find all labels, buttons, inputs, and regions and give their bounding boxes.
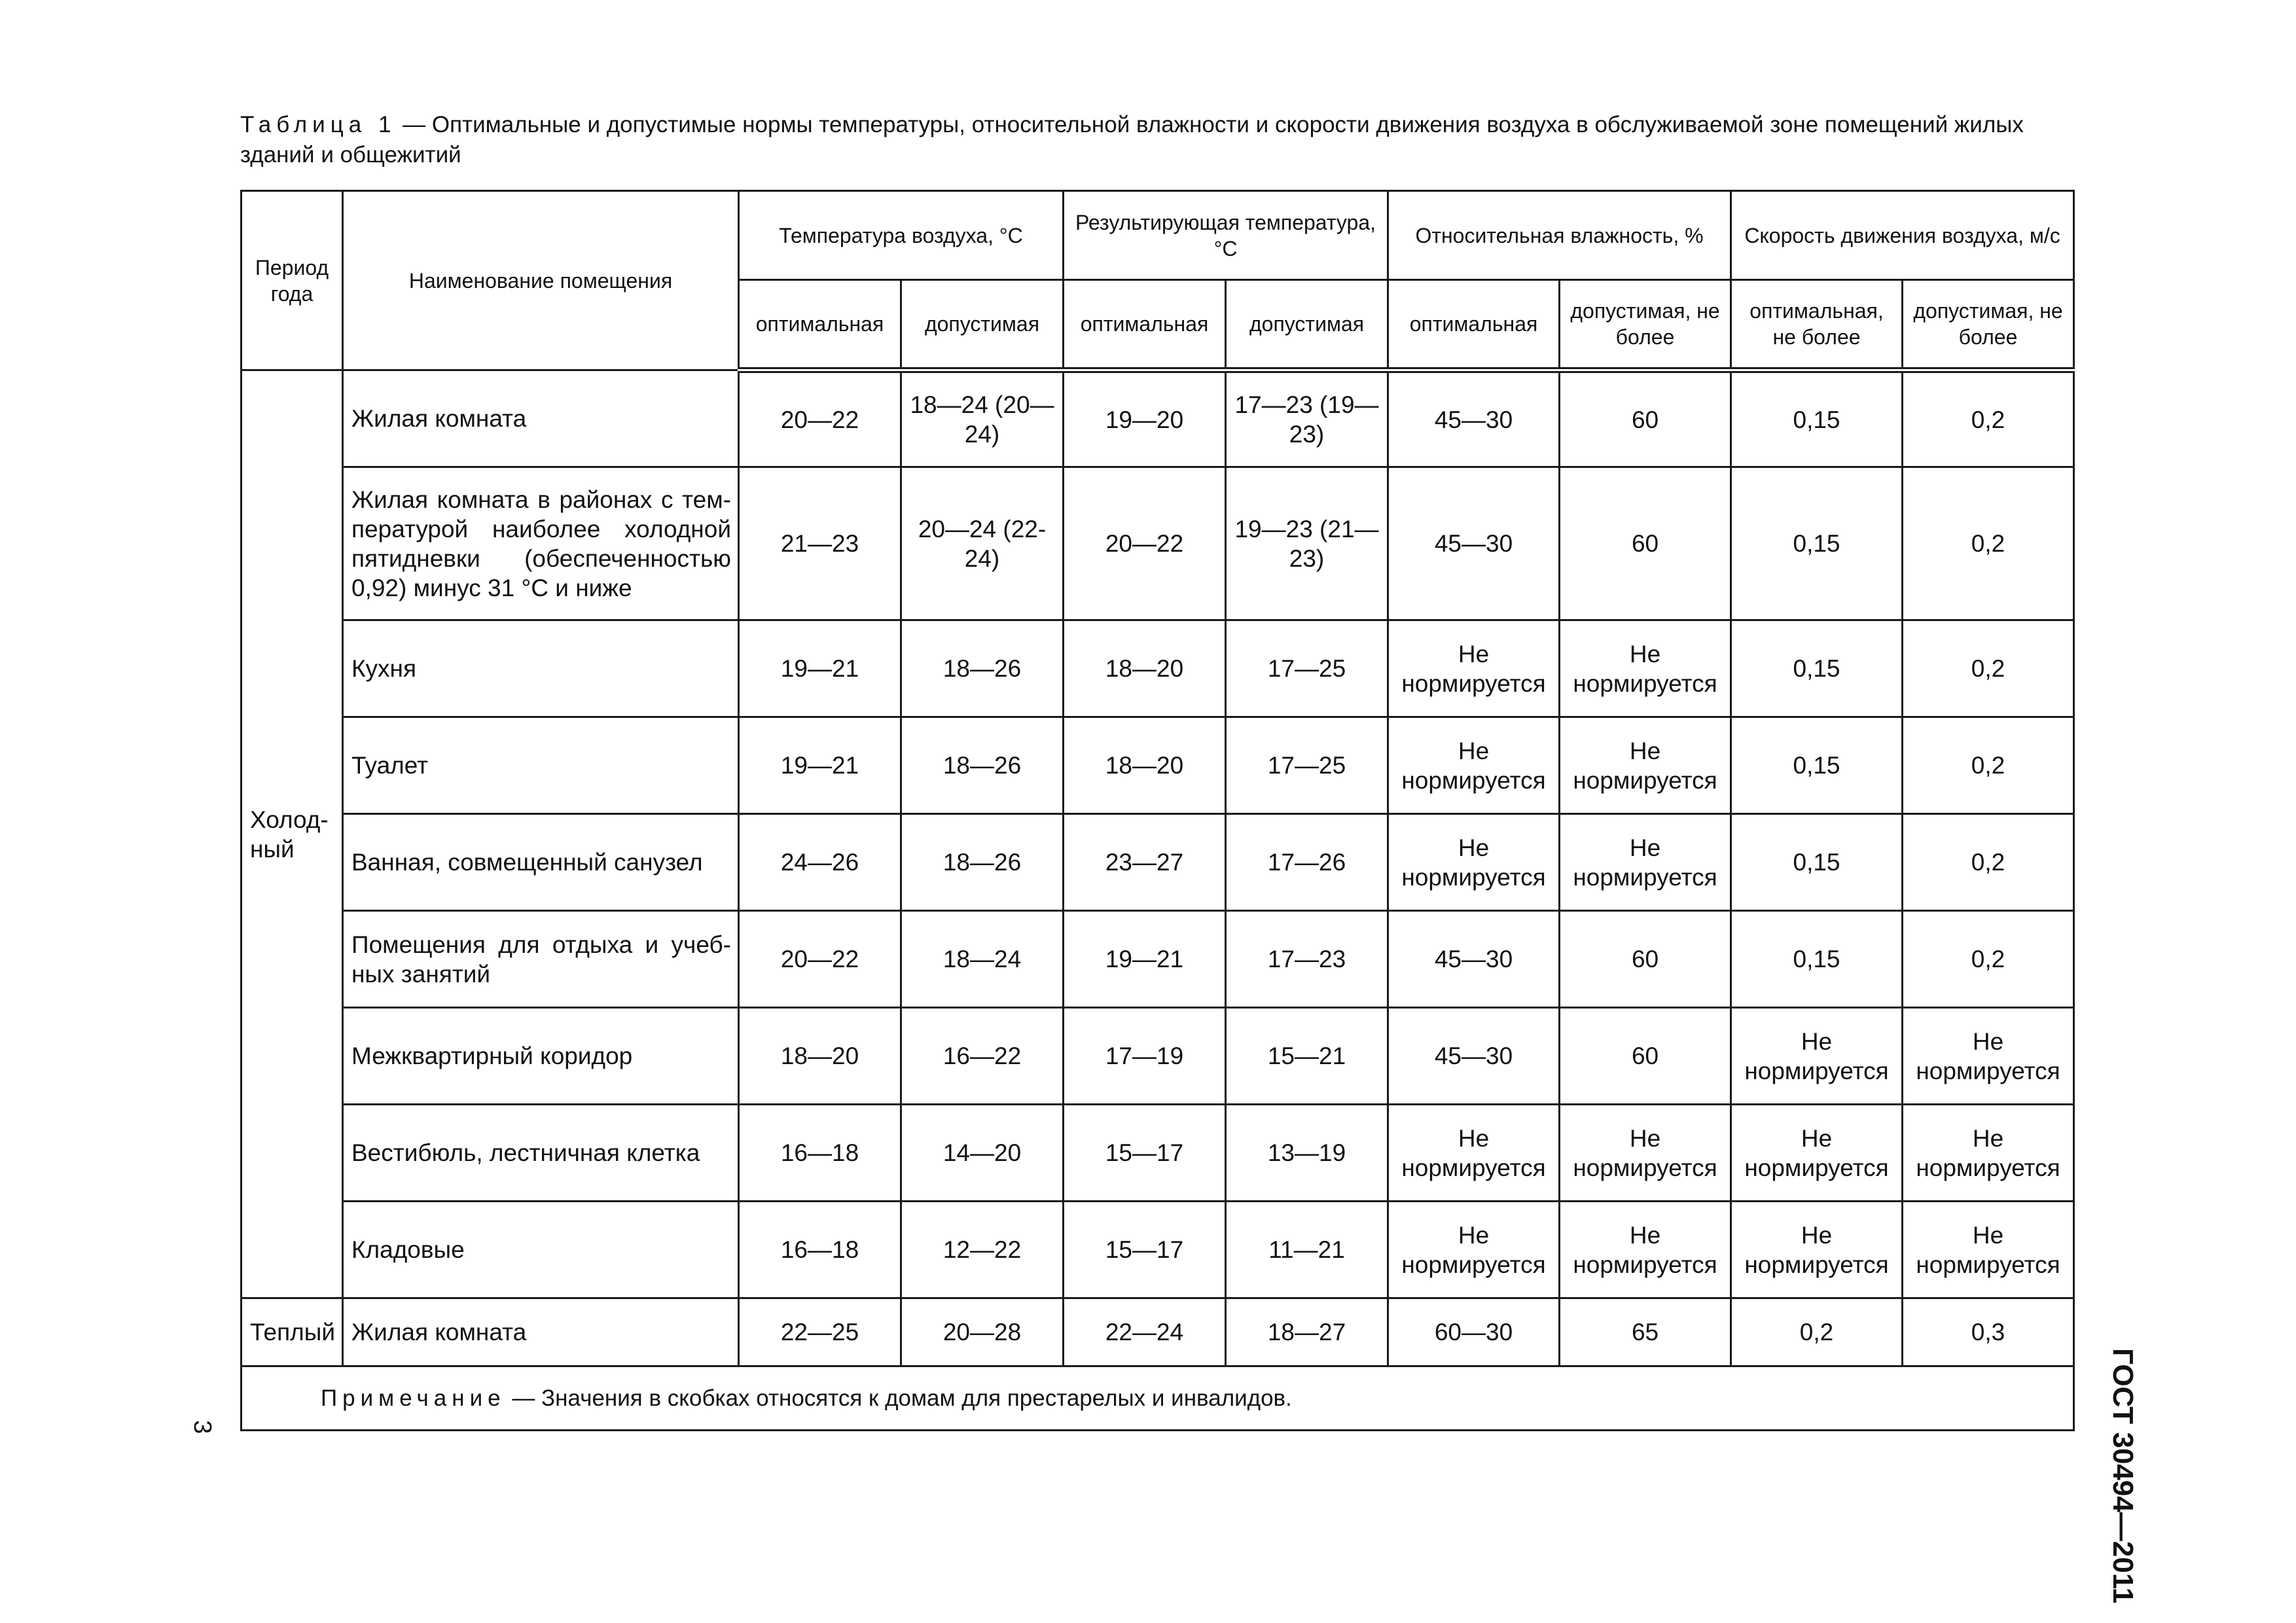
table-row — [242, 467, 2074, 620]
cell-value: 0,15 — [1731, 467, 1903, 620]
table-row — [242, 1202, 2074, 1298]
cell-value: Не нормируется — [1388, 620, 1560, 717]
cell-value: 18—26 — [901, 620, 1064, 717]
table-row — [242, 370, 2074, 467]
cell-value: Не нормируется — [1388, 1202, 1560, 1298]
cell-value: Не нормируется — [1388, 1105, 1560, 1202]
cell-value: 0,15 — [1731, 717, 1903, 814]
cell-value: 22—25 — [739, 1298, 901, 1366]
cell-value: 19—21 — [739, 717, 901, 814]
cell-value: 20—24 (22-24) — [901, 467, 1064, 620]
subheader-temp-allowed: допустимая — [901, 280, 1064, 370]
header-air-temp: Температура воздуха, °С — [739, 191, 1064, 280]
cell-value: 60 — [1560, 370, 1731, 467]
note-label: Примечание — [321, 1385, 506, 1411]
cell-value: 13—19 — [1226, 1105, 1388, 1202]
cell-value: 60 — [1560, 911, 1731, 1008]
cell-value: 0,15 — [1731, 814, 1903, 911]
subheader-humidity-optimal: оптимальная — [1388, 280, 1560, 370]
header-period: Период года — [242, 191, 343, 370]
period-warm: Теплый — [242, 1298, 343, 1366]
room-name: Туалет — [343, 717, 739, 814]
cell-value: 16—22 — [901, 1008, 1064, 1105]
cell-value: Не нормируется — [1903, 1105, 2074, 1202]
cell-value: 45—30 — [1388, 911, 1560, 1008]
room-name: Кухня — [343, 620, 739, 717]
room-name: Жилая комната в районах с тем-пературой наиболее холодной пятидневки (обеспеченностью 0,92) минус 31 °С и ниже — [343, 467, 739, 620]
cell-value: 24—26 — [739, 814, 901, 911]
cell-value: 19—23 (21—23) — [1226, 467, 1388, 620]
cell-value: Не нормируется — [1560, 620, 1731, 717]
cell-value: 0,2 — [1903, 370, 2074, 467]
table-row — [242, 911, 2074, 1008]
cell-value: 18—27 — [1226, 1298, 1388, 1366]
cell-value: 19—21 — [739, 620, 901, 717]
table-row — [242, 620, 2074, 717]
cell-value: 15—21 — [1226, 1008, 1388, 1105]
cell-value: 0,2 — [1903, 467, 2074, 620]
cell-value: 16—18 — [739, 1105, 901, 1202]
subheader-result-optimal: оптимальная — [1064, 280, 1226, 370]
cell-value: Не нормируется — [1560, 1202, 1731, 1298]
cell-value: 18—20 — [739, 1008, 901, 1105]
cell-value: 18—20 — [1064, 620, 1226, 717]
cell-value: 18—26 — [901, 814, 1064, 911]
note-text: — Значения в скобках относятся к домам для престарелых и инвалидов. — [505, 1385, 1292, 1411]
document-code: ГОСТ 30494—2011 — [2107, 1348, 2139, 1604]
subheader-humidity-allowed: допустимая, не более — [1560, 280, 1731, 370]
cell-value: 18—24 (20—24) — [901, 370, 1064, 467]
cell-value: Не нормируется — [1903, 1202, 2074, 1298]
cell-value: 12—22 — [901, 1202, 1064, 1298]
subheader-speed-optimal: оптимальная, не более — [1731, 280, 1903, 370]
cell-value: 19—21 — [1064, 911, 1226, 1008]
cell-value: 60—30 — [1388, 1298, 1560, 1366]
cell-value: Не нормируется — [1560, 1105, 1731, 1202]
table-row — [242, 814, 2074, 911]
cell-value: 16—18 — [739, 1202, 901, 1298]
caption-label: Таблица 1 — [240, 112, 397, 137]
cell-value: 15—17 — [1064, 1105, 1226, 1202]
cell-value: 45—30 — [1388, 1008, 1560, 1105]
cell-value: 60 — [1560, 1008, 1731, 1105]
cell-value: 0,2 — [1903, 911, 2074, 1008]
cell-value: 60 — [1560, 467, 1731, 620]
cell-value: 0,2 — [1903, 717, 2074, 814]
table-row — [242, 1298, 2074, 1366]
cell-value: 0,15 — [1731, 370, 1903, 467]
cell-value: 45—30 — [1388, 467, 1560, 620]
cell-value: 65 — [1560, 1298, 1731, 1366]
cell-value: Не нормируется — [1560, 814, 1731, 911]
header-air-speed: Скорость движения воздуха, м/с — [1731, 191, 2074, 280]
header-room: Наименование помещения — [343, 191, 739, 370]
cell-value: 23—27 — [1064, 814, 1226, 911]
cell-value: 0,15 — [1731, 911, 1903, 1008]
cell-value: 20—22 — [1064, 467, 1226, 620]
page-number: 3 — [188, 1420, 216, 1435]
cell-value: 18—26 — [901, 717, 1064, 814]
cell-value: 18—24 — [901, 911, 1064, 1008]
note-row — [242, 1366, 2074, 1431]
cell-value: Не нормируется — [1731, 1105, 1903, 1202]
cell-value: 17—23 (19—23) — [1226, 370, 1388, 467]
header-result-temp: Результирующая температура, °С — [1064, 191, 1388, 280]
cell-value: 20—28 — [901, 1298, 1064, 1366]
cell-value: 15—17 — [1064, 1202, 1226, 1298]
cell-value: Не нормируется — [1903, 1008, 2074, 1105]
cell-value: 22—24 — [1064, 1298, 1226, 1366]
subheader-speed-allowed: допустимая, не более — [1903, 280, 2074, 370]
cell-value: Не нормируется — [1560, 717, 1731, 814]
cell-value: 19—20 — [1064, 370, 1226, 467]
cell-value: 0,3 — [1903, 1298, 2074, 1366]
table-row — [242, 1105, 2074, 1202]
cell-value: 0,15 — [1731, 620, 1903, 717]
cell-value: 17—26 — [1226, 814, 1388, 911]
cell-value: 11—21 — [1226, 1202, 1388, 1298]
table-caption — [240, 110, 2073, 170]
room-name: Кладовые — [343, 1202, 739, 1298]
room-name: Ванная, совмещенный санузел — [343, 814, 739, 911]
cell-value: Не нормируется — [1731, 1008, 1903, 1105]
caption-text: — Оптимальные и допустимые нормы температуры, относительной влажности и скорости движения воздуха в обслуживаемой зоне помещений жилых зданий и общежитий — [240, 112, 2024, 168]
cell-value: 20—22 — [739, 370, 901, 467]
room-name: Жилая комната — [343, 1298, 739, 1366]
table-note — [242, 1366, 2074, 1431]
room-name: Межквартирный коридор — [343, 1008, 739, 1105]
cell-value: 18—20 — [1064, 717, 1226, 814]
cell-value: 14—20 — [901, 1105, 1064, 1202]
room-name: Помещения для отдыха и учеб-ных занятий — [343, 911, 739, 1008]
period-cold: Холод-ный — [242, 370, 343, 1298]
cell-value: 17—23 — [1226, 911, 1388, 1008]
subheader-temp-optimal: оптимальная — [739, 280, 901, 370]
cell-value: 0,2 — [1731, 1298, 1903, 1366]
table-row — [242, 1008, 2074, 1105]
cell-value: Не нормируется — [1388, 814, 1560, 911]
header-humidity: Относительная влажность, % — [1388, 191, 1731, 280]
cell-value: 17—19 — [1064, 1008, 1226, 1105]
subheader-result-allowed: допустимая — [1226, 280, 1388, 370]
cell-value: 20—22 — [739, 911, 901, 1008]
cell-value: 0,2 — [1903, 814, 2074, 911]
cell-value: 21—23 — [739, 467, 901, 620]
cell-value: 17—25 — [1226, 717, 1388, 814]
cell-value: Не нормируется — [1388, 717, 1560, 814]
cell-value: 17—25 — [1226, 620, 1388, 717]
table-row — [242, 717, 2074, 814]
cell-value: 0,2 — [1903, 620, 2074, 717]
norms-table — [240, 190, 2075, 1431]
room-name: Вестибюль, лестничная клетка — [343, 1105, 739, 1202]
cell-value: 45—30 — [1388, 370, 1560, 467]
room-name: Жилая комната — [343, 370, 739, 467]
cell-value: Не нормируется — [1731, 1202, 1903, 1298]
